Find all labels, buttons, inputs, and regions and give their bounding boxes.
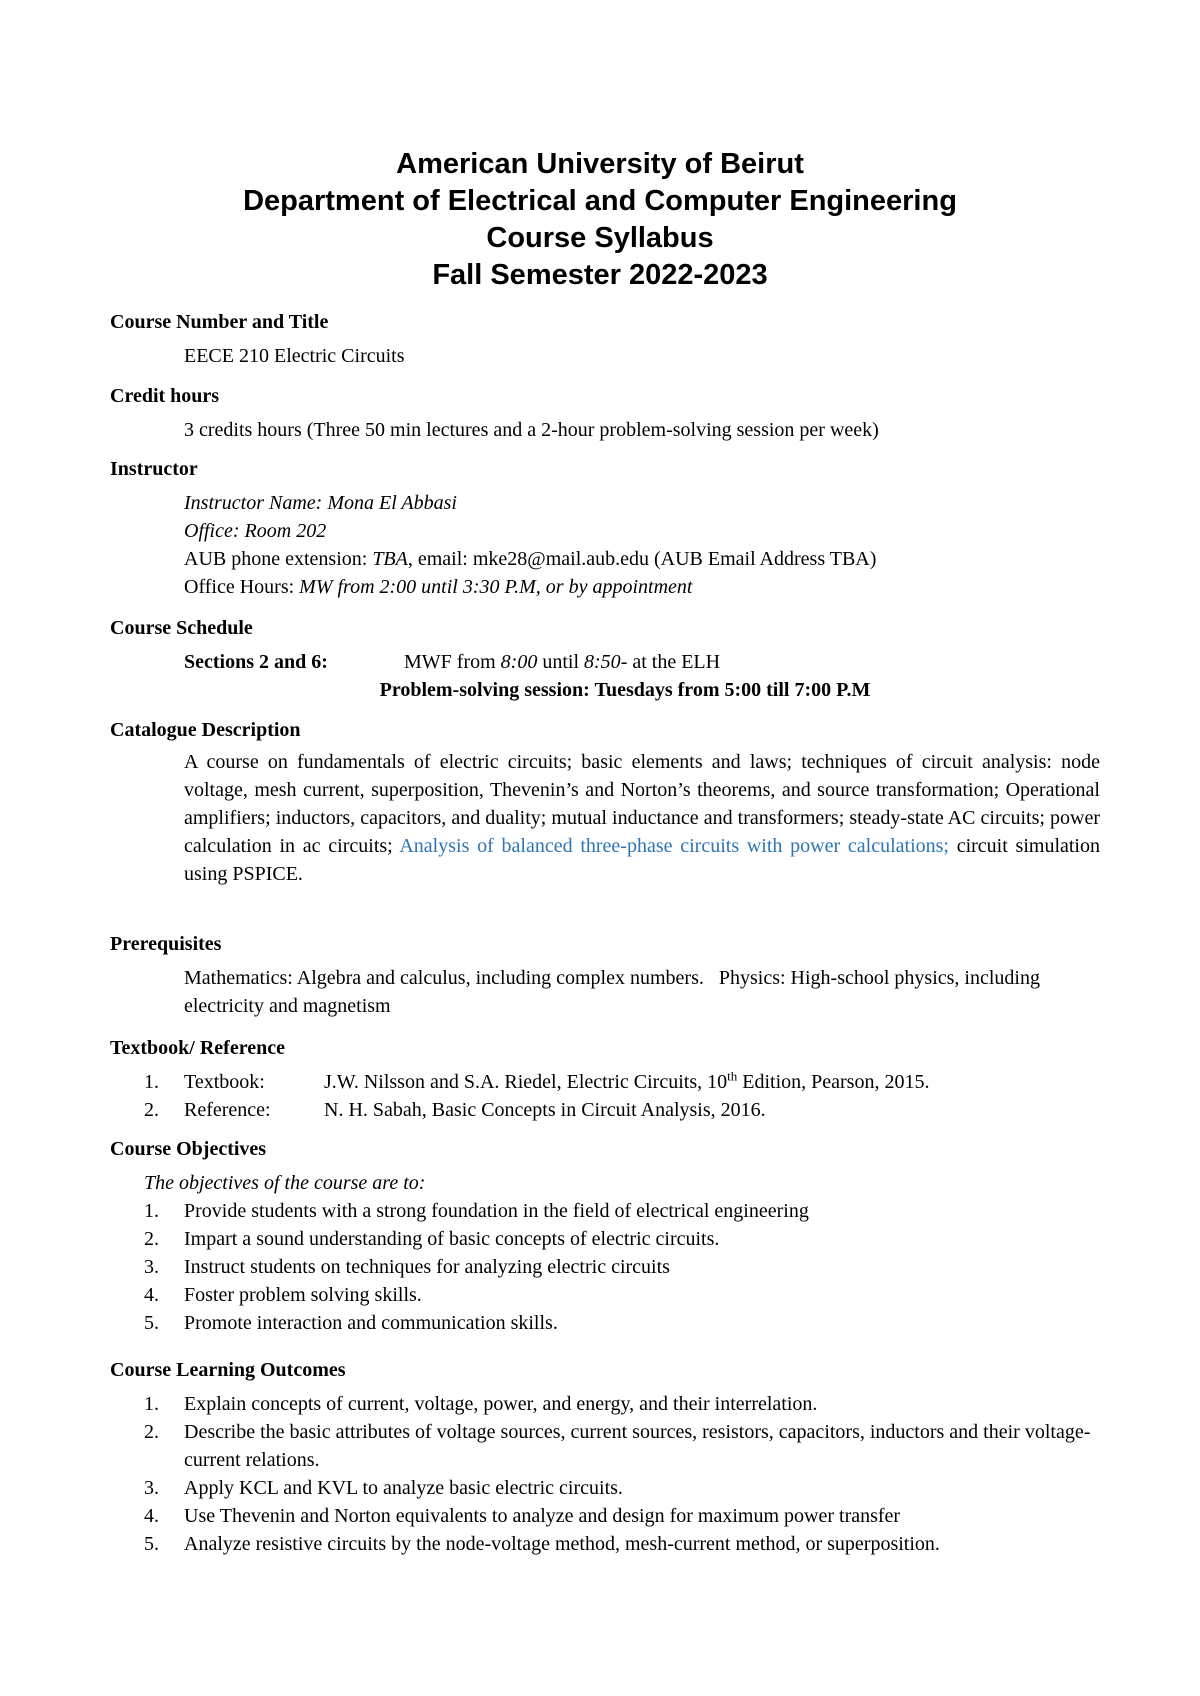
catalogue-text-main: A course on fundamentals of electric circuits; basic elements and laws; techniques of circuit analysis: node voltage, mesh current, superposition, Thevenin’s and Norton’s theorems, and source transformation; Operational amplifiers; inductors, capacitors, and duality; mutual inductance and transformers; steady-state AC circuits; power calculation in ac circuits;: [184, 751, 1100, 857]
item-text: N. H. Sabah, Basic Concepts in Circuit Analysis, 2016.: [324, 1099, 766, 1121]
section-heading: Course Schedule: [110, 617, 253, 639]
email-value[interactable]: mke28@mail.aub.edu (AUB Email Address TBA): [472, 548, 877, 570]
schedule-start: 8:00: [500, 651, 538, 673]
office-hours: [184, 573, 1100, 601]
catalogue-text: [110, 748, 1100, 888]
catalogue-text-end: circuit simulation using PSPICE.: [184, 835, 1100, 885]
course-title: EECE 210 Electric Circuits: [184, 345, 405, 367]
section-heading: Catalogue Description: [110, 719, 301, 741]
list-item: [110, 1281, 1100, 1309]
textbook-list: [110, 1068, 1100, 1124]
item-number: 2.: [144, 1228, 159, 1250]
objectives-list: [110, 1197, 1100, 1337]
item-number: 3.: [144, 1256, 159, 1278]
section-instructor: [110, 455, 1100, 601]
schedule-end: 8:50: [584, 651, 621, 673]
item-label: Textbook:: [184, 1071, 265, 1093]
office-hours-label: Office Hours:: [184, 576, 300, 598]
section-catalogue: [110, 716, 1100, 888]
section-outcomes: [110, 1356, 1100, 1558]
document-header: [0, 146, 1200, 294]
instructor-office: Office: Room 202: [184, 520, 327, 542]
email-label: , email:: [407, 548, 473, 570]
item-text: Provide students with a strong foundation in the field of electrical engineering: [184, 1200, 809, 1222]
instructor-details: [110, 489, 1100, 601]
list-item: [110, 1474, 1100, 1502]
list-item: [110, 1530, 1100, 1558]
section-heading: Prerequisites: [110, 933, 222, 955]
item-text-end: Edition, Pearson, 2015.: [737, 1071, 930, 1093]
office-hours-value: MW from 2:00 until 3:30 P.M, or by appointment: [299, 576, 693, 598]
list-item: [110, 1096, 1100, 1124]
item-text: Impart a sound understanding of basic concepts of electric circuits.: [184, 1228, 720, 1250]
outcomes-list: [110, 1390, 1100, 1558]
schedule-sections: [110, 648, 1100, 676]
schedule-until: until: [537, 651, 585, 673]
item-number: 3.: [144, 1477, 159, 1499]
item-text: Describe the basic attributes of voltage sources, current sources, resistors, capacitors, inductors and their voltage-current relations.: [184, 1421, 1091, 1471]
item-label: Reference:: [184, 1099, 271, 1121]
section-heading: Instructor: [110, 458, 198, 480]
section-prerequisites: [110, 930, 1100, 1020]
item-text: Use Thevenin and Norton equivalents to analyze and design for maximum power transfer: [184, 1505, 901, 1527]
item-text: Analyze resistive circuits by the node-voltage method, mesh-current method, or superposition.: [184, 1533, 940, 1555]
item-text: Promote interaction and communication skills.: [184, 1312, 558, 1334]
section-schedule: [110, 614, 1100, 704]
phone-label: AUB phone extension:: [184, 548, 373, 570]
item-number: 1.: [144, 1393, 159, 1415]
document-title: Course Syllabus: [486, 222, 714, 254]
section-textbook: [110, 1034, 1100, 1124]
item-number: 2.: [144, 1099, 159, 1121]
phone-value: TBA: [372, 548, 408, 570]
item-text: Explain concepts of current, voltage, power, and energy, and their interrelation.: [184, 1393, 818, 1415]
section-heading: Textbook/ Reference: [110, 1037, 285, 1059]
instructor-contact: [184, 545, 1100, 573]
semester: Fall Semester 2022-2023: [432, 259, 768, 291]
list-item: [110, 1068, 1100, 1096]
university-name: American University of Beirut: [396, 148, 804, 180]
section-heading: Course Number and Title: [110, 311, 329, 333]
list-item: [110, 1418, 1100, 1474]
catalogue-highlight: Analysis of balanced three-phase circuits with power calculations;: [399, 835, 949, 857]
section-heading: Course Learning Outcomes: [110, 1359, 346, 1381]
list-item: [110, 1253, 1100, 1281]
item-number: 4.: [144, 1505, 159, 1527]
item-superscript: th: [727, 1068, 738, 1084]
item-number: 2.: [144, 1421, 159, 1443]
problem-session: Problem-solving session: Tuesdays from 5:00 till 7:00 P.M: [379, 679, 871, 701]
list-item: [110, 1502, 1100, 1530]
section-objectives: [110, 1135, 1100, 1337]
section-course-number: [110, 308, 1100, 370]
item-number: 5.: [144, 1533, 159, 1555]
item-text: J.W. Nilsson and S.A. Riedel, Electric Circuits, 10: [324, 1071, 728, 1093]
list-item: [110, 1225, 1100, 1253]
item-text: Foster problem solving skills.: [184, 1284, 422, 1306]
item-number: 1.: [144, 1071, 159, 1093]
department-name: Department of Electrical and Computer Engineering: [243, 185, 957, 217]
list-item: [110, 1309, 1100, 1337]
item-number: 1.: [144, 1200, 159, 1222]
schedule-days: MWF from: [404, 651, 501, 673]
sections-label: Sections 2 and 6:: [184, 651, 328, 673]
item-text: Apply KCL and KVL to analyze basic electric circuits.: [184, 1477, 623, 1499]
section-credit-hours: [110, 382, 1100, 444]
section-heading: Course Objectives: [110, 1138, 267, 1160]
schedule-location: - at the ELH: [620, 651, 721, 673]
item-number: 5.: [144, 1312, 159, 1334]
instructor-name: Instructor Name: Mona El Abbasi: [184, 492, 457, 514]
objectives-intro: The objectives of the course are to:: [144, 1172, 426, 1194]
list-item: [110, 1390, 1100, 1418]
list-item: [110, 1197, 1100, 1225]
credit-hours-value: 3 credits hours (Three 50 min lectures and a 2-hour problem-solving session per week): [184, 419, 879, 441]
section-heading: Credit hours: [110, 385, 220, 407]
prerequisites-text: Mathematics: Algebra and calculus, including complex numbers. Physics: High-school physics, including electricity and magnetism: [184, 967, 1045, 1017]
item-number: 4.: [144, 1284, 159, 1306]
item-text: Instruct students on techniques for analyzing electric circuits: [184, 1256, 670, 1278]
